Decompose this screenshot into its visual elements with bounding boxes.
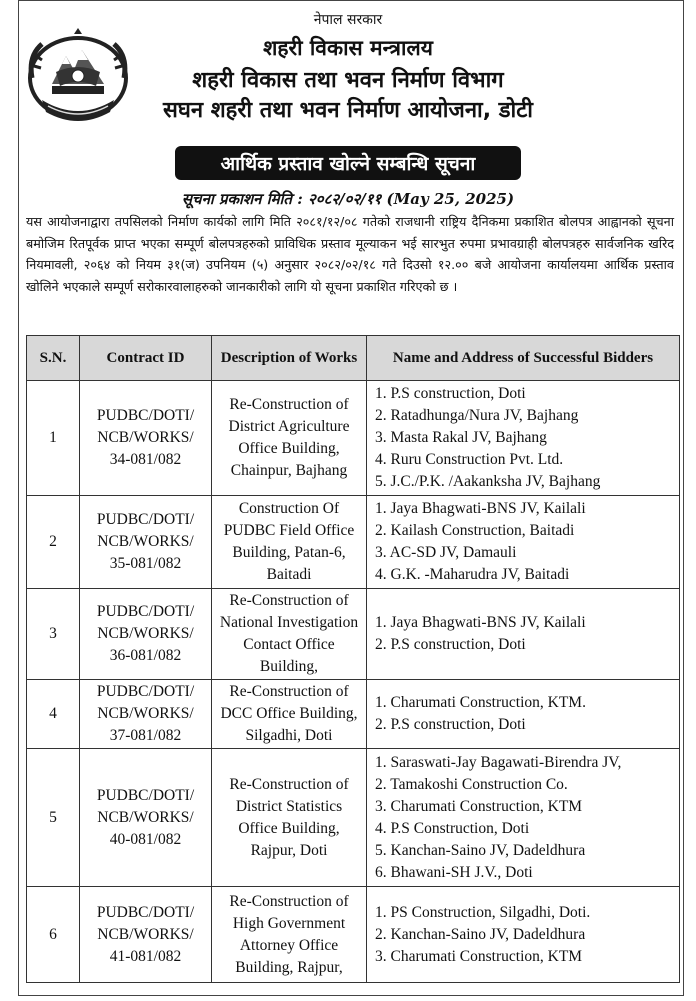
row-sn: 2 — [27, 496, 80, 589]
row-bidders-line: 2. Kailash Construction, Baitadi — [375, 522, 575, 539]
row-contract-id-line: 36-081/082 — [109, 647, 182, 664]
row-bidders-line: 1. Jaya Bhagwati-BNS JV, Kailali — [375, 614, 586, 631]
row-contract-id-line: PUDBC/DOTI/ — [96, 786, 195, 804]
row-bidders-line: 2. Kanchan-Saino JV, Dadeldhura — [375, 925, 586, 943]
row-description-line: Attorney Office — [239, 936, 339, 954]
row-description-line: Contact Office — [243, 636, 335, 653]
row-bidders-line: 2. Tamakoshi Construction Co. — [375, 775, 568, 793]
row-description-line: National Investigation — [219, 614, 359, 631]
row-sn: 3 — [27, 589, 80, 680]
row-bidders-line: 1. PS Construction, Silgadhi, Doti. — [375, 903, 591, 921]
row-bidders-line: 1. Charumati Construction, KTM. — [375, 694, 586, 711]
row-contract-id-line: NCB/WORKS/ — [97, 808, 194, 826]
row-contract-id — [80, 887, 212, 983]
row-bidders-line: 1. P.S construction, Doti — [375, 385, 526, 402]
row-contract-id — [80, 749, 212, 887]
row-contract-id-line: PUDBC/DOTI/ — [96, 903, 195, 921]
row-description-line: Re-Construction of — [229, 396, 349, 413]
row-bidders — [367, 887, 680, 983]
row-contract-id-line: NCB/WORKS/ — [97, 429, 194, 446]
row-bidders-line: 2. P.S construction, Doti — [375, 716, 526, 733]
row-contract-id-line: NCB/WORKS/ — [97, 625, 194, 642]
row-description-line: Re-Construction of — [229, 592, 349, 609]
table-row — [27, 887, 680, 983]
row-contract-id-line: PUDBC/DOTI/ — [96, 603, 195, 620]
row-contract-id — [80, 496, 212, 589]
table-row — [27, 749, 680, 887]
col-header-description: Description of Works — [212, 336, 367, 381]
row-description-line: DCC Office Building, — [220, 705, 358, 722]
row-description-line: Rajpur, Doti — [250, 841, 328, 859]
row-bidders-line: 3. Charumati Construction, KTM — [375, 947, 583, 965]
row-description-line: Re-Construction of — [229, 775, 349, 793]
row-sn: 1 — [27, 381, 80, 496]
row-description — [212, 589, 367, 680]
row-bidders-line: 5. Kanchan-Saino JV, Dadeldhura — [375, 841, 586, 859]
row-description-line: Office Building, — [238, 819, 340, 837]
row-bidders — [367, 589, 680, 680]
row-description-line: Re-Construction of — [229, 683, 349, 700]
notice-title-banner: आर्थिक प्रस्ताव खोल्ने सम्बन्धि सूचना — [175, 146, 521, 180]
row-contract-id-line: 35-081/082 — [109, 555, 182, 572]
row-contract-id-line: 40-081/082 — [109, 830, 182, 848]
row-sn: 6 — [27, 887, 80, 983]
row-contract-id-line: 37-081/082 — [109, 727, 182, 744]
row-contract-id — [80, 381, 212, 496]
row-contract-id-line: NCB/WORKS/ — [97, 533, 194, 550]
row-description-line: District Agriculture — [228, 418, 350, 435]
row-contract-id-line: NCB/WORKS/ — [97, 925, 194, 943]
row-bidders-line: 2. Ratadhunga/Nura JV, Bajhang — [375, 407, 579, 424]
table-header-row — [27, 336, 680, 381]
row-bidders — [367, 496, 680, 589]
row-description-line: Office Building, — [238, 440, 340, 457]
government-label: नेपाल सरकार — [313, 12, 383, 28]
table-body — [27, 381, 680, 983]
row-bidders-line: 3. Charumati Construction, KTM — [375, 797, 583, 815]
row-bidders-line: 3. AC-SD JV, Damauli — [375, 544, 517, 561]
row-sn: 5 — [27, 749, 80, 887]
row-description-line: District Statistics — [235, 797, 343, 815]
row-bidders-line: 5. J.C./P.K. /Aakanksha JV, Bajhang — [375, 473, 601, 490]
table-row — [27, 680, 680, 749]
row-description-line: High Government — [232, 914, 346, 932]
ministry-title: शहरी विकास मन्त्रालय — [263, 36, 433, 60]
row-description — [212, 887, 367, 983]
row-contract-id-line: PUDBC/DOTI/ — [96, 683, 195, 700]
row-bidders — [367, 749, 680, 887]
col-header-sn: S.N. — [27, 336, 80, 381]
project-title: सघन शहरी तथा भवन निर्माण आयोजना, डोटी — [162, 98, 534, 123]
row-description-line: Silgadhi, Doti — [245, 727, 333, 744]
row-contract-id-line: NCB/WORKS/ — [97, 705, 194, 722]
notice-paragraph: यस आयोजनाद्वारा तपसिलको निर्माण कार्यको लागि मिति २०८१/१२/०८ गतेको राजधानी राष्ट्रिय दैनिकमा प्रकाशित बोलपत्र आह्वानको सूचना बमोजिम रितपूर्वक प्राप्त भएका सम्पूर्ण बोलपत्रहरुको प्राविधिक प्रस्ताव मूल्याकन भई सारभुत रुपमा प्रभावग्राही बोलपत्रहरु सार्वजनिक खरिद नियमावली, २०६४ को नियम ३१(ज) उपनियम (५) अनुसार २०८२/०२/१८ गते दिउसो १२.०० बजे आयोजना कार्यालयमा आर्थिक प्रस्ताव खोलिने भएकाले सम्पूर्ण सरोकारवालाहरुको जानकारीको लागि यो सूचना प्रकाशित गरिएको छ । — [26, 214, 674, 294]
row-bidders-line: 1. Saraswati-Jay Bagawati-Birendra JV, — [375, 753, 622, 771]
row-bidders-line: 2. P.S construction, Doti — [375, 636, 526, 653]
row-contract-id — [80, 680, 212, 749]
row-description-line: Building, — [259, 658, 319, 675]
row-bidders — [367, 381, 680, 496]
row-description — [212, 496, 367, 589]
row-description — [212, 749, 367, 887]
row-contract-id — [80, 589, 212, 680]
row-bidders-line: 3. Masta Rakal JV, Bajhang — [375, 429, 547, 446]
row-description — [212, 680, 367, 749]
col-header-bidders: Name and Address of Successful Bidders — [367, 336, 680, 381]
table-row — [27, 589, 680, 680]
row-contract-id-line: PUDBC/DOTI/ — [96, 407, 195, 424]
bidders-table — [26, 335, 680, 983]
row-description-line: Re-Construction of — [229, 892, 349, 910]
department-title: शहरी विकास तथा भवन निर्माण विभाग — [192, 68, 504, 93]
col-header-contract-id: Contract ID — [80, 336, 212, 381]
row-bidders-line: 4. Ruru Construction Pvt. Ltd. — [375, 451, 564, 468]
table-row — [27, 381, 680, 496]
row-contract-id-line: 41-081/082 — [109, 947, 182, 965]
publication-date: सूचना प्रकाशन मिति : २०८२/०२/११ (May 25, 2025) — [181, 190, 515, 208]
row-description-line: PUDBC Field Office — [223, 522, 355, 539]
row-bidders-line: 4. P.S Construction, Doti — [375, 819, 530, 837]
table-row — [27, 496, 680, 589]
row-description — [212, 381, 367, 496]
row-bidders-line: 4. G.K. -Maharudra JV, Baitadi — [375, 566, 570, 583]
row-description-line: Construction Of — [238, 500, 340, 517]
row-bidders-line: 1. Jaya Bhagwati-BNS JV, Kailali — [375, 500, 586, 517]
row-description-line: Building, Rajpur, — [235, 958, 343, 976]
row-contract-id-line: 34-081/082 — [109, 451, 182, 468]
row-bidders — [367, 680, 680, 749]
row-description-line: Building, Patan-6, — [232, 544, 346, 561]
row-description-line: Chainpur, Bajhang — [230, 462, 348, 479]
row-description-line: Baitadi — [266, 566, 312, 583]
row-contract-id-line: PUDBC/DOTI/ — [96, 511, 195, 528]
row-bidders-line: 6. Bhawani-SH J.V., Doti — [375, 863, 533, 881]
row-sn: 4 — [27, 680, 80, 749]
